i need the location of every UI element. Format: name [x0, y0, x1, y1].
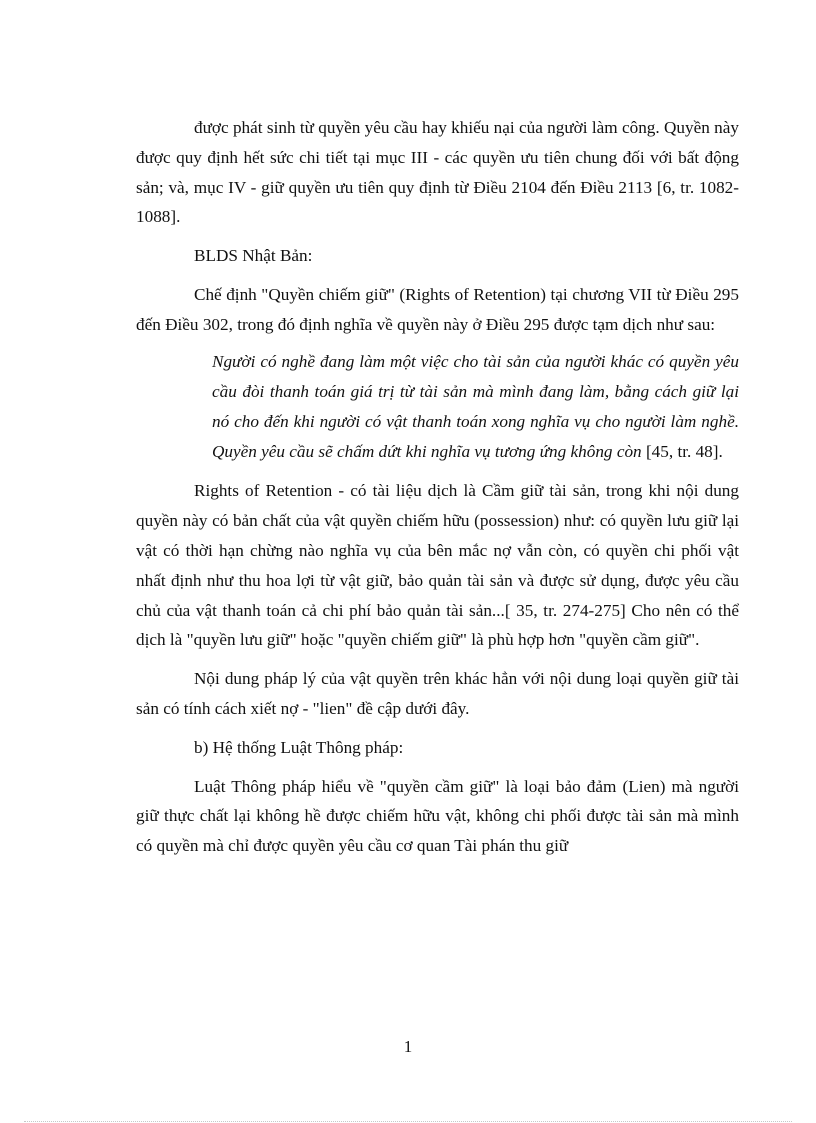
paragraph-common-law-lien: Luật Thông pháp hiểu về "quyền cầm giữ" là loại bảo đảm (Lien) mà người giữ thực chất lại không hề được chiếm hữu vật, không chi phối được tài sản mà mình có quyền mà chỉ được quyền yêu cầu cơ quan Tài phán thu giữ	[136, 776, 739, 856]
document-body	[136, 113, 739, 861]
block-quote-citation: [45, tr. 48].	[641, 442, 723, 462]
block-quote-text: Người có nghề đang làm một việc cho tài sản của người khác có quyền yêu cầu đòi thanh toán giá trị từ tài sản mà mình đang làm, bằng cách giữ lại nó cho đến khi người có vật thanh toán xong nghĩa vụ cho người làm nghề. Quyền yêu cầu sẽ chấm dứt khi nghĩa vụ tương ứng không còn	[212, 351, 739, 462]
paragraph-rights-of-retention-discussion: Rights of Retention - có tài liệu dịch là Cầm giữ tài sản, trong khi nội dung quyền này có bản chất của vật quyền chiếm hữu (possession) như: có quyền lưu giữ lại vật có thời hạn chừng nào nghĩa vụ của bên mắc nợ vẫn còn, có quyền chi phối vật nhất định như thu hoa lợi từ vật giữ, bảo quản tài sản và được sử dụng, được yêu cầu chủ của vật thanh toán cả chi phí bảo quản tài sản...[ 35, tr. 274-275] Cho nên có thể dịch là "quyền lưu giữ" hoặc "quyền chiếm giữ" là phù hợp hơn "quyền cầm giữ".	[136, 481, 739, 650]
paragraph-heading-common-law: b) Hệ thống Luật Thông pháp:	[194, 737, 404, 757]
block-quote	[212, 347, 739, 468]
paragraph-rights-of-retention-intro: Chế định "Quyền chiếm giữ" (Rights of Retention) tại chương VII từ Điều 295 đến Điều 302, trong đó định nghĩa về quyền này ở Điều 295 được tạm dịch như sau:	[136, 284, 739, 334]
page-bottom-divider	[24, 1121, 792, 1122]
paragraph-continuation: được phát sinh từ quyền yêu cầu hay khiếu nại của người làm công. Quyền này được quy định hết sức chi tiết tại mục III - các quyền ưu tiên chung đối với bất động sản; và, mục IV - giữ quyền ưu tiên quy định từ Điều 2104 đến Điều 2113 [6, tr. 1082-1088].	[136, 118, 739, 227]
page-number: 1	[403, 1037, 413, 1056]
paragraph-legal-content: Nội dung pháp lý của vật quyền trên khác hẳn với nội dung loại quyền giữ tài sản có tính cách xiết nợ - "lien" đề cập dưới đây.	[136, 669, 739, 718]
paragraph-heading-blds-japan: BLDS Nhật Bản:	[194, 246, 313, 266]
